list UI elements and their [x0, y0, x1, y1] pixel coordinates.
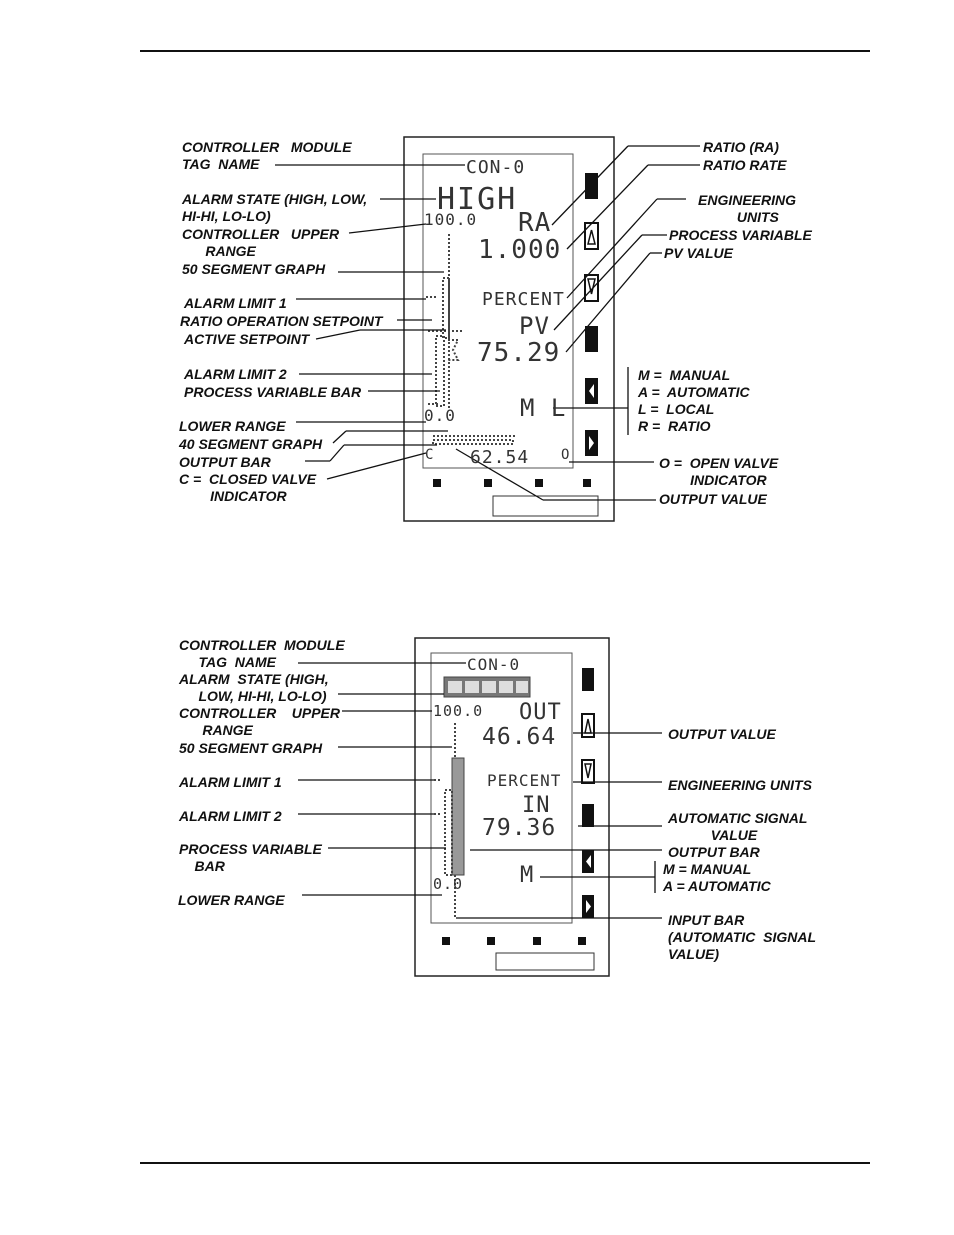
panel-key-2-1 — [582, 668, 594, 691]
lcd2-engineering-units: PERCENT — [487, 771, 562, 790]
label-alarm-state: ALARM STATE (HIGH, LOW, HI-HI, LO-LO) — [182, 191, 368, 224]
bottom-key-2-3 — [533, 937, 541, 945]
label2-pv-bar: PROCESS VARIABLE BAR — [179, 841, 322, 874]
label-ratio: RATIO (RA) — [703, 139, 779, 155]
lcd2-mode: M — [520, 863, 535, 888]
label-50-segment-graph: 50 SEGMENT GRAPH — [182, 261, 326, 277]
lcd2-in-value: 79.36 — [482, 815, 557, 841]
label2-lower-range: LOWER RANGE — [178, 892, 285, 908]
label2-engineering-units: ENGINEERING UNITS — [668, 777, 812, 793]
lcd2-lower-range: 0.0 — [433, 875, 464, 893]
label-engineering-units: ENGINEERING UNITS — [698, 192, 797, 225]
lcd-alarm-state: HIGH — [437, 182, 518, 217]
tag-slot-2 — [496, 953, 594, 970]
lcd-pv-label: PV — [519, 312, 550, 340]
label-output-bar: OUTPUT BAR — [179, 454, 271, 470]
bottom-key-2-4 — [578, 937, 586, 945]
bottom-key-2-1 — [442, 937, 450, 945]
lcd-ratio-value: 1.000 — [478, 235, 562, 265]
label-ratio-rate: RATIO RATE — [703, 157, 787, 173]
label2-modes: M = MANUAL A = AUTOMATIC — [663, 861, 771, 894]
lcd-pv-value: 75.29 — [477, 338, 561, 368]
label-40-segment-graph: 40 SEGMENT GRAPH — [179, 436, 323, 452]
label-closed-valve: C = CLOSED VALVE INDICATOR — [179, 471, 317, 504]
label-active-setpoint: ACTIVE SETPOINT — [184, 331, 310, 347]
pv-bar-2 — [445, 790, 452, 875]
label-alarm-limit-1: ALARM LIMIT 1 — [184, 295, 287, 311]
input-bar — [452, 758, 464, 875]
label-ratio-setpoint: RATIO OPERATION SETPOINT — [180, 313, 383, 329]
label-pv-bar: PROCESS VARIABLE BAR — [184, 384, 362, 400]
label-upper-range: CONTROLLER UPPER RANGE — [182, 226, 340, 259]
label2-alarm-state: ALARM STATE (HIGH, LOW, HI-HI, LO-LO) — [179, 671, 329, 704]
label2-input-bar: INPUT BAR (AUTOMATIC SIGNAL VALUE) — [668, 912, 817, 962]
label-process-variable: PROCESS VARIABLE — [669, 227, 812, 243]
lcd-mode: M L — [520, 394, 567, 422]
lcd2-tag-name: CON-0 — [467, 655, 521, 674]
lcd2-out-value: 46.64 — [482, 724, 557, 750]
lcd2-upper-range: 100.0 — [433, 702, 484, 720]
label2-output-bar: OUTPUT BAR — [668, 844, 760, 860]
lcd-tag-name: CON-0 — [466, 157, 526, 178]
label2-50-segment-graph: 50 SEGMENT GRAPH — [179, 740, 323, 756]
label2-upper-range: CONTROLLER UPPER RANGE — [179, 705, 341, 738]
label-open-valve: O = OPEN VALVE INDICATOR — [659, 455, 779, 488]
lcd-closed-indicator: C — [425, 447, 435, 463]
label-tag-name: CONTROLLER MODULE TAG NAME — [182, 139, 352, 172]
down-arrow-icon-2 — [585, 764, 591, 778]
label2-alarm-limit-2: ALARM LIMIT 2 — [179, 808, 282, 824]
label-output-value: OUTPUT VALUE — [659, 491, 767, 507]
label-modes: M = MANUAL A = AUTOMATIC L = LOCAL R = RATIO — [638, 367, 750, 434]
lcd-ratio-label: RA — [518, 208, 552, 238]
lcd-output-value: 62.54 — [470, 447, 530, 468]
lcd2-in-label: IN — [522, 793, 551, 818]
label2-tag-name: CONTROLLER MODULE TAG NAME — [179, 637, 345, 670]
lcd-upper-range: 100.0 — [424, 210, 478, 229]
lcd-open-indicator: O — [561, 447, 571, 463]
label2-automatic-signal: AUTOMATIC SIGNAL VALUE — [668, 810, 808, 843]
label2-output-value: OUTPUT VALUE — [668, 726, 776, 742]
lcd2-out-label: OUT — [519, 700, 562, 725]
up-arrow-icon-2 — [585, 719, 591, 733]
label2-alarm-limit-1: ALARM LIMIT 1 — [179, 774, 282, 790]
label-pv-value: PV VALUE — [664, 245, 733, 261]
bottom-key-2-2 — [487, 937, 495, 945]
panel-key-2-4 — [582, 804, 594, 827]
lcd-engineering-units: PERCENT — [482, 289, 565, 310]
label-lower-range: LOWER RANGE — [179, 418, 286, 434]
lcd-lower-range: 0.0 — [424, 406, 456, 425]
label-alarm-limit-2: ALARM LIMIT 2 — [184, 366, 287, 382]
